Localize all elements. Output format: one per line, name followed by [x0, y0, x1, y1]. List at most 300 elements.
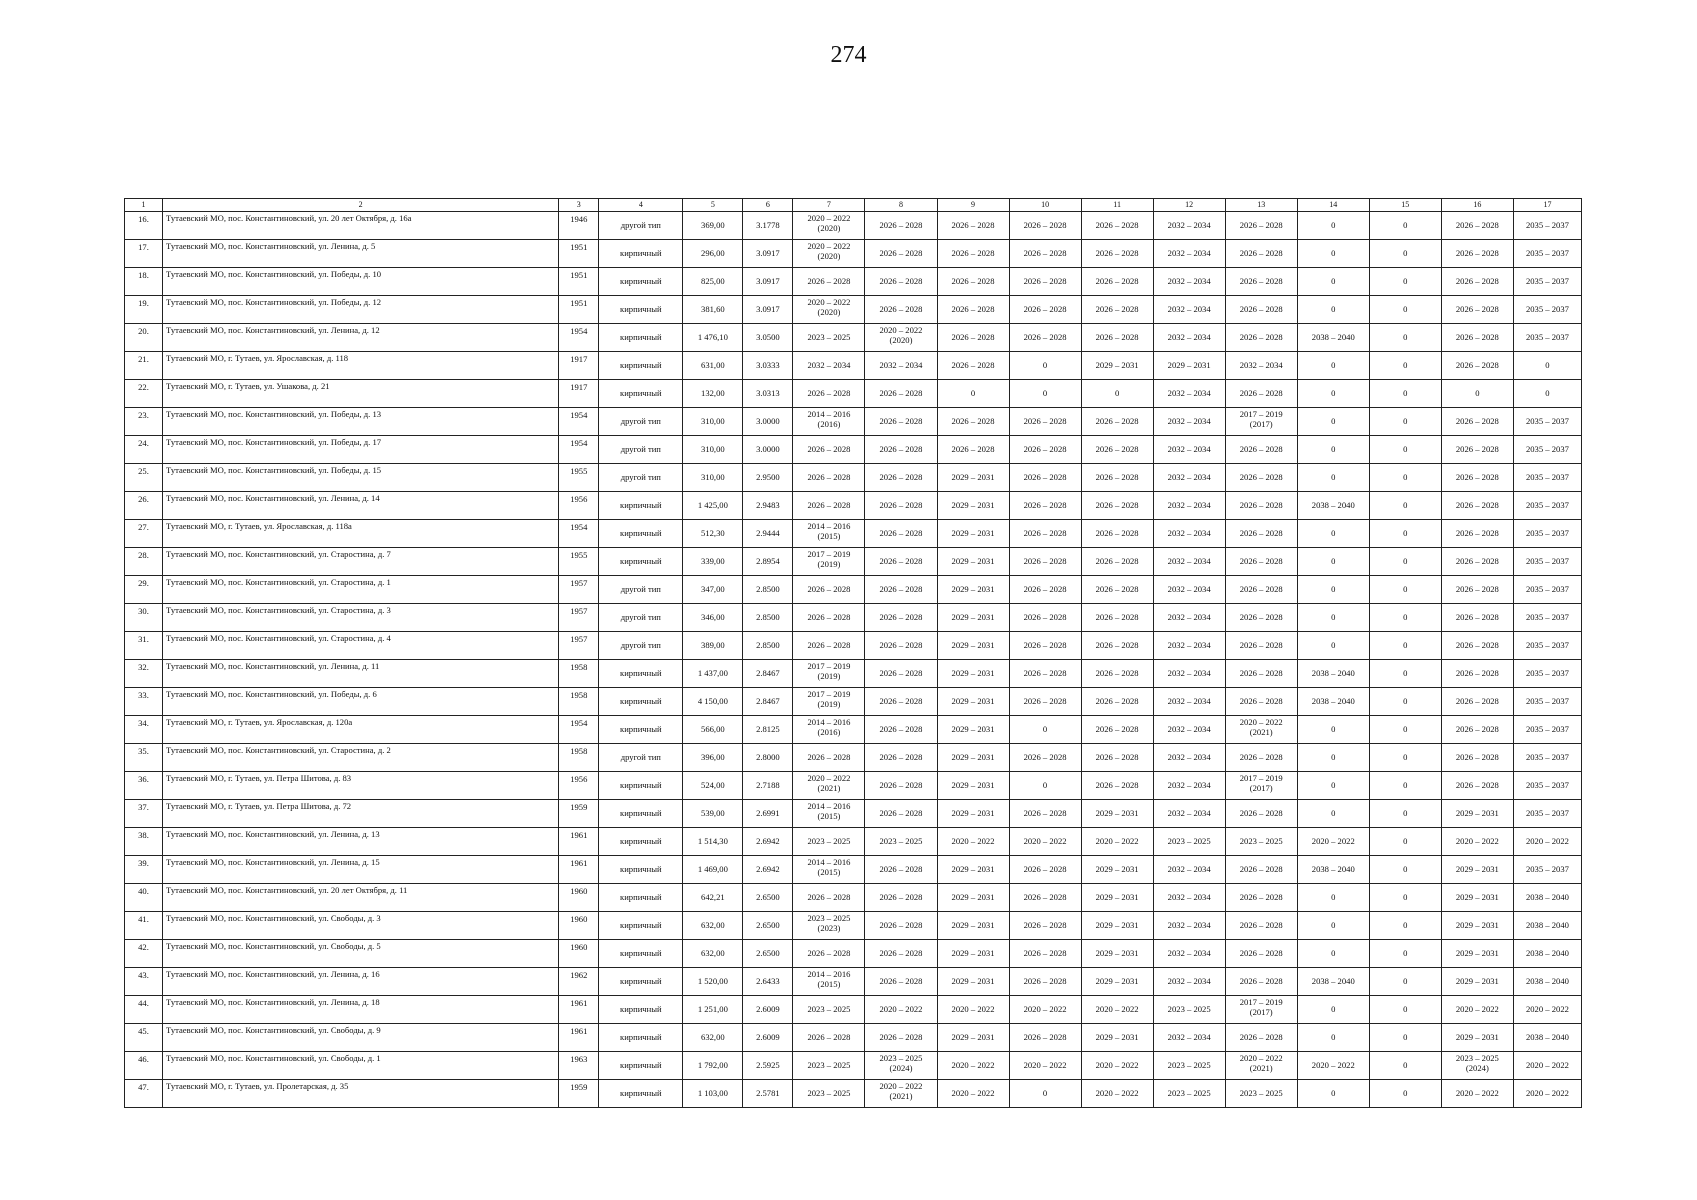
year-cell: 1961: [559, 996, 599, 1024]
value-cell: 2032 – 2034: [865, 352, 937, 380]
value-cell: 3.0000: [743, 408, 793, 436]
table-row: [125, 520, 1582, 548]
value-cell: 0: [1297, 464, 1369, 492]
value-cell: 2020 – 2022: [1513, 1080, 1581, 1108]
value-cell: 2020 – 2022: [1081, 828, 1153, 856]
value-cell: 2035 – 2037: [1513, 520, 1581, 548]
value-cell: 2026 – 2028: [1225, 660, 1297, 688]
row-number-cell: 38.: [125, 828, 163, 856]
value-cell: 132,00: [683, 380, 743, 408]
value-cell: 0: [1297, 604, 1369, 632]
value-cell: 2026 – 2028: [1225, 604, 1297, 632]
year-cell: 1954: [559, 324, 599, 352]
value-cell: 0: [1081, 380, 1153, 408]
value-cell: 2032 – 2034: [1153, 912, 1225, 940]
value-cell: 2029 – 2031: [937, 940, 1009, 968]
value-cell: 2032 – 2034: [1153, 688, 1225, 716]
value-cell: 2029 – 2031: [937, 688, 1009, 716]
value-cell: 2.8000: [743, 744, 793, 772]
column-header-9: 9: [937, 199, 1009, 212]
address-cell: Тутаевский МО, пос. Константиновский, ул. 20 лет Октября, д. 11: [163, 884, 559, 912]
value-cell: 2029 – 2031: [937, 660, 1009, 688]
value-cell: 0: [1297, 296, 1369, 324]
value-cell: 2035 – 2037: [1513, 436, 1581, 464]
value-cell: 0: [1369, 772, 1441, 800]
value-cell: кирпичный: [599, 716, 683, 744]
value-cell: 2020 – 2022: [1009, 828, 1081, 856]
value-cell: 2026 – 2028: [1441, 492, 1513, 520]
value-cell: 2.6500: [743, 884, 793, 912]
value-cell: 2026 – 2028: [1081, 688, 1153, 716]
year-cell: 1959: [559, 1080, 599, 1108]
value-cell: другой тип: [599, 744, 683, 772]
value-cell: 369,00: [683, 212, 743, 240]
value-cell: 0: [1369, 408, 1441, 436]
row-number-cell: 25.: [125, 464, 163, 492]
value-cell: 2026 – 2028: [865, 632, 937, 660]
row-number-cell: 24.: [125, 436, 163, 464]
value-cell: 2026 – 2028: [1009, 408, 1081, 436]
value-cell: 2038 – 2040: [1513, 940, 1581, 968]
value-cell: 2020 – 2022: [1297, 828, 1369, 856]
value-cell: 2017 – 2019 (2017): [1225, 408, 1297, 436]
row-number-cell: 39.: [125, 856, 163, 884]
column-header-15: 15: [1369, 199, 1441, 212]
value-cell: 0: [1297, 352, 1369, 380]
value-cell: 2038 – 2040: [1297, 492, 1369, 520]
value-cell: 2026 – 2028: [1225, 800, 1297, 828]
value-cell: кирпичный: [599, 828, 683, 856]
address-cell: Тутаевский МО, пос. Константиновский, ул. Ленина, д. 5: [163, 240, 559, 268]
value-cell: 0: [1297, 996, 1369, 1024]
value-cell: 2038 – 2040: [1513, 968, 1581, 996]
value-cell: 2035 – 2037: [1513, 716, 1581, 744]
value-cell: 1 514,30: [683, 828, 743, 856]
address-cell: Тутаевский МО, пос. Константиновский, ул. Ленина, д. 15: [163, 856, 559, 884]
value-cell: 2029 – 2031: [937, 1024, 1009, 1052]
value-cell: 2029 – 2031: [937, 520, 1009, 548]
value-cell: 2026 – 2028: [1441, 268, 1513, 296]
year-cell: 1962: [559, 968, 599, 996]
value-cell: 2026 – 2028: [1225, 744, 1297, 772]
value-cell: 2026 – 2028: [865, 688, 937, 716]
year-cell: 1961: [559, 856, 599, 884]
value-cell: 389,00: [683, 632, 743, 660]
value-cell: кирпичный: [599, 688, 683, 716]
value-cell: 2026 – 2028: [1009, 268, 1081, 296]
value-cell: 2020 – 2022 (2020): [793, 212, 865, 240]
value-cell: 2026 – 2028: [1081, 548, 1153, 576]
table-row: [125, 268, 1582, 296]
value-cell: 3.0000: [743, 436, 793, 464]
value-cell: 2023 – 2025: [793, 996, 865, 1024]
value-cell: 2026 – 2028: [1009, 632, 1081, 660]
value-cell: 2026 – 2028: [865, 604, 937, 632]
value-cell: 2035 – 2037: [1513, 772, 1581, 800]
year-cell: 1957: [559, 604, 599, 632]
repair-schedule-table: [124, 198, 1582, 1108]
value-cell: 2038 – 2040: [1297, 688, 1369, 716]
value-cell: 2026 – 2028: [1009, 436, 1081, 464]
value-cell: 2020 – 2022: [1441, 996, 1513, 1024]
address-cell: Тутаевский МО, г. Тутаев, ул. Петра Шитова, д. 72: [163, 800, 559, 828]
value-cell: кирпичный: [599, 1052, 683, 1080]
value-cell: 2.6942: [743, 828, 793, 856]
row-number-cell: 28.: [125, 548, 163, 576]
year-cell: 1959: [559, 800, 599, 828]
value-cell: 2026 – 2028: [1081, 464, 1153, 492]
value-cell: 2026 – 2028: [793, 1024, 865, 1052]
value-cell: 2038 – 2040: [1297, 324, 1369, 352]
value-cell: 2029 – 2031: [1081, 884, 1153, 912]
address-cell: Тутаевский МО, пос. Константиновский, ул. Ленина, д. 18: [163, 996, 559, 1024]
value-cell: 2032 – 2034: [1153, 240, 1225, 268]
value-cell: 1 425,00: [683, 492, 743, 520]
value-cell: 0: [1369, 1024, 1441, 1052]
value-cell: 2026 – 2028: [1225, 464, 1297, 492]
row-number-cell: 18.: [125, 268, 163, 296]
value-cell: 2029 – 2031: [937, 800, 1009, 828]
year-cell: 1955: [559, 548, 599, 576]
value-cell: 2032 – 2034: [1153, 1024, 1225, 1052]
value-cell: 2020 – 2022: [1513, 1052, 1581, 1080]
value-cell: 0: [1369, 940, 1441, 968]
column-header-6: 6: [743, 199, 793, 212]
value-cell: 0: [1369, 464, 1441, 492]
table-row: [125, 688, 1582, 716]
value-cell: 2026 – 2028: [865, 716, 937, 744]
value-cell: 2026 – 2028: [865, 380, 937, 408]
value-cell: 2032 – 2034: [1153, 716, 1225, 744]
value-cell: 2026 – 2028: [937, 324, 1009, 352]
value-cell: 2026 – 2028: [1009, 800, 1081, 828]
value-cell: 2026 – 2028: [1009, 296, 1081, 324]
value-cell: кирпичный: [599, 884, 683, 912]
value-cell: 2026 – 2028: [865, 240, 937, 268]
year-cell: 1954: [559, 520, 599, 548]
value-cell: 2.8500: [743, 576, 793, 604]
value-cell: 2029 – 2031: [1441, 940, 1513, 968]
value-cell: 2026 – 2028: [865, 408, 937, 436]
value-cell: 566,00: [683, 716, 743, 744]
value-cell: 0: [1441, 380, 1513, 408]
value-cell: 2026 – 2028: [1009, 856, 1081, 884]
value-cell: 2026 – 2028: [937, 268, 1009, 296]
value-cell: 2026 – 2028: [1081, 576, 1153, 604]
year-cell: 1951: [559, 240, 599, 268]
value-cell: 2026 – 2028: [793, 604, 865, 632]
value-cell: 2026 – 2028: [865, 968, 937, 996]
value-cell: 2026 – 2028: [1081, 240, 1153, 268]
value-cell: 346,00: [683, 604, 743, 632]
value-cell: 0: [1297, 800, 1369, 828]
table-row: [125, 912, 1582, 940]
value-cell: 2026 – 2028: [865, 912, 937, 940]
value-cell: 2014 – 2016 (2015): [793, 968, 865, 996]
value-cell: другой тип: [599, 604, 683, 632]
value-cell: 2029 – 2031: [1441, 912, 1513, 940]
value-cell: 2026 – 2028: [1441, 240, 1513, 268]
value-cell: 2032 – 2034: [1153, 380, 1225, 408]
value-cell: 2029 – 2031: [937, 772, 1009, 800]
table-row: [125, 800, 1582, 828]
value-cell: 2026 – 2028: [1225, 268, 1297, 296]
address-cell: Тутаевский МО, пос. Константиновский, ул. Старостина, д. 2: [163, 744, 559, 772]
value-cell: 632,00: [683, 912, 743, 940]
value-cell: 4 150,00: [683, 688, 743, 716]
row-number-cell: 40.: [125, 884, 163, 912]
year-cell: 1960: [559, 912, 599, 940]
value-cell: 2026 – 2028: [793, 884, 865, 912]
value-cell: 2032 – 2034: [1153, 940, 1225, 968]
value-cell: 2026 – 2028: [1009, 660, 1081, 688]
year-cell: 1951: [559, 268, 599, 296]
row-number-cell: 21.: [125, 352, 163, 380]
value-cell: 2035 – 2037: [1513, 632, 1581, 660]
value-cell: 2026 – 2028: [865, 856, 937, 884]
value-cell: 2026 – 2028: [1009, 968, 1081, 996]
value-cell: 2029 – 2031: [937, 632, 1009, 660]
column-header-5: 5: [683, 199, 743, 212]
value-cell: 0: [1369, 324, 1441, 352]
value-cell: 2035 – 2037: [1513, 492, 1581, 520]
value-cell: 2029 – 2031: [937, 604, 1009, 632]
value-cell: 2020 – 2022: [1441, 1080, 1513, 1108]
value-cell: 2029 – 2031: [937, 912, 1009, 940]
value-cell: 2026 – 2028: [1225, 240, 1297, 268]
value-cell: 2.8125: [743, 716, 793, 744]
address-cell: Тутаевский МО, пос. Константиновский, ул. Свободы, д. 5: [163, 940, 559, 968]
value-cell: 2026 – 2028: [793, 380, 865, 408]
column-header-2: 2: [163, 199, 559, 212]
table-row: [125, 324, 1582, 352]
value-cell: 2.8467: [743, 688, 793, 716]
year-cell: 1951: [559, 296, 599, 324]
value-cell: 2026 – 2028: [937, 212, 1009, 240]
value-cell: 2026 – 2028: [1009, 548, 1081, 576]
value-cell: 2032 – 2034: [1153, 604, 1225, 632]
value-cell: 2026 – 2028: [1225, 688, 1297, 716]
value-cell: 2026 – 2028: [1225, 1024, 1297, 1052]
table-row: [125, 408, 1582, 436]
address-cell: Тутаевский МО, г. Тутаев, ул. Ярославская, д. 118а: [163, 520, 559, 548]
year-cell: 1955: [559, 464, 599, 492]
value-cell: 2026 – 2028: [1081, 408, 1153, 436]
value-cell: 2029 – 2031: [937, 716, 1009, 744]
value-cell: 2026 – 2028: [1009, 1024, 1081, 1052]
value-cell: 2026 – 2028: [865, 800, 937, 828]
value-cell: кирпичный: [599, 324, 683, 352]
table-row: [125, 604, 1582, 632]
value-cell: 632,00: [683, 940, 743, 968]
value-cell: 2020 – 2022: [937, 828, 1009, 856]
value-cell: 0: [1009, 716, 1081, 744]
row-number-cell: 20.: [125, 324, 163, 352]
value-cell: кирпичный: [599, 772, 683, 800]
value-cell: 2026 – 2028: [1441, 716, 1513, 744]
value-cell: 2023 – 2025: [1225, 828, 1297, 856]
value-cell: 2020 – 2022 (2020): [793, 296, 865, 324]
value-cell: кирпичный: [599, 660, 683, 688]
year-cell: 1960: [559, 884, 599, 912]
value-cell: 825,00: [683, 268, 743, 296]
value-cell: 2026 – 2028: [793, 744, 865, 772]
row-number-cell: 31.: [125, 632, 163, 660]
address-cell: Тутаевский МО, пос. Константиновский, ул. Победы, д. 12: [163, 296, 559, 324]
value-cell: 2032 – 2034: [1153, 268, 1225, 296]
value-cell: 2020 – 2022 (2021): [1225, 1052, 1297, 1080]
value-cell: 2026 – 2028: [1081, 716, 1153, 744]
value-cell: 0: [1369, 688, 1441, 716]
value-cell: 2026 – 2028: [1225, 324, 1297, 352]
address-cell: Тутаевский МО, пос. Константиновский, ул. Победы, д. 13: [163, 408, 559, 436]
value-cell: 396,00: [683, 744, 743, 772]
value-cell: 2026 – 2028: [1225, 520, 1297, 548]
year-cell: 1954: [559, 436, 599, 464]
table-row: [125, 660, 1582, 688]
column-header-4: 4: [599, 199, 683, 212]
address-cell: Тутаевский МО, г. Тутаев, ул. Петра Шитова, д. 83: [163, 772, 559, 800]
value-cell: 2017 – 2019 (2019): [793, 548, 865, 576]
value-cell: 2026 – 2028: [1009, 324, 1081, 352]
value-cell: 2035 – 2037: [1513, 408, 1581, 436]
value-cell: 2032 – 2034: [1153, 884, 1225, 912]
row-number-cell: 35.: [125, 744, 163, 772]
value-cell: 0: [1369, 240, 1441, 268]
column-header-7: 7: [793, 199, 865, 212]
value-cell: 2029 – 2031: [1441, 968, 1513, 996]
value-cell: 2026 – 2028: [1009, 464, 1081, 492]
value-cell: 2020 – 2022 (2020): [865, 324, 937, 352]
value-cell: 2020 – 2022: [1009, 1052, 1081, 1080]
value-cell: кирпичный: [599, 856, 683, 884]
value-cell: 2032 – 2034: [1153, 744, 1225, 772]
value-cell: 296,00: [683, 240, 743, 268]
value-cell: 2035 – 2037: [1513, 240, 1581, 268]
year-cell: 1958: [559, 744, 599, 772]
value-cell: 2026 – 2028: [1225, 436, 1297, 464]
address-cell: Тутаевский МО, пос. Константиновский, ул. Победы, д. 15: [163, 464, 559, 492]
value-cell: 2026 – 2028: [793, 576, 865, 604]
value-cell: кирпичный: [599, 968, 683, 996]
value-cell: 2026 – 2028: [1009, 212, 1081, 240]
value-cell: 0: [1297, 1080, 1369, 1108]
value-cell: 2026 – 2028: [1441, 464, 1513, 492]
value-cell: 2035 – 2037: [1513, 800, 1581, 828]
value-cell: 2029 – 2031: [937, 884, 1009, 912]
value-cell: 0: [1297, 548, 1369, 576]
value-cell: 2026 – 2028: [1441, 436, 1513, 464]
value-cell: 2029 – 2031: [1081, 912, 1153, 940]
value-cell: 2.9444: [743, 520, 793, 548]
year-cell: 1961: [559, 828, 599, 856]
value-cell: 0: [1009, 352, 1081, 380]
row-number-cell: 47.: [125, 1080, 163, 1108]
table-row: [125, 632, 1582, 660]
value-cell: 2026 – 2028: [865, 772, 937, 800]
value-cell: 2023 – 2025: [793, 324, 865, 352]
value-cell: 2026 – 2028: [793, 436, 865, 464]
value-cell: 2032 – 2034: [1153, 576, 1225, 604]
value-cell: 2032 – 2034: [1225, 352, 1297, 380]
value-cell: 2026 – 2028: [1225, 856, 1297, 884]
value-cell: 0: [1369, 492, 1441, 520]
value-cell: 0: [1297, 576, 1369, 604]
value-cell: 2029 – 2031: [1441, 884, 1513, 912]
column-header-11: 11: [1081, 199, 1153, 212]
value-cell: 2.6009: [743, 996, 793, 1024]
table-row: [125, 212, 1582, 240]
value-cell: 2026 – 2028: [1081, 632, 1153, 660]
value-cell: 1 792,00: [683, 1052, 743, 1080]
value-cell: 2029 – 2031: [937, 492, 1009, 520]
row-number-cell: 46.: [125, 1052, 163, 1080]
table-row: [125, 828, 1582, 856]
table-row: [125, 352, 1582, 380]
value-cell: 3.0917: [743, 240, 793, 268]
value-cell: 2026 – 2028: [1009, 940, 1081, 968]
value-cell: 2032 – 2034: [1153, 548, 1225, 576]
value-cell: 0: [937, 380, 1009, 408]
value-cell: 2026 – 2028: [1441, 352, 1513, 380]
value-cell: кирпичный: [599, 296, 683, 324]
value-cell: 3.1778: [743, 212, 793, 240]
value-cell: 2029 – 2031: [937, 576, 1009, 604]
value-cell: 2026 – 2028: [865, 268, 937, 296]
value-cell: 539,00: [683, 800, 743, 828]
value-cell: 2026 – 2028: [793, 492, 865, 520]
value-cell: 0: [1369, 212, 1441, 240]
row-number-cell: 16.: [125, 212, 163, 240]
value-cell: 2026 – 2028: [937, 296, 1009, 324]
value-cell: 1 476,10: [683, 324, 743, 352]
address-cell: Тутаевский МО, г. Тутаев, ул. Ярославская, д. 118: [163, 352, 559, 380]
value-cell: кирпичный: [599, 520, 683, 548]
table-row: [125, 884, 1582, 912]
value-cell: 2035 – 2037: [1513, 268, 1581, 296]
value-cell: 2026 – 2028: [1225, 380, 1297, 408]
value-cell: 2032 – 2034: [1153, 436, 1225, 464]
value-cell: 2038 – 2040: [1297, 968, 1369, 996]
value-cell: кирпичный: [599, 1024, 683, 1052]
value-cell: 2026 – 2028: [1441, 772, 1513, 800]
row-number-cell: 22.: [125, 380, 163, 408]
table-row: [125, 856, 1582, 884]
value-cell: 2026 – 2028: [865, 436, 937, 464]
value-cell: 0: [1009, 1080, 1081, 1108]
value-cell: 2035 – 2037: [1513, 296, 1581, 324]
year-cell: 1956: [559, 492, 599, 520]
value-cell: 2026 – 2028: [1009, 492, 1081, 520]
value-cell: 2026 – 2028: [1441, 324, 1513, 352]
address-cell: Тутаевский МО, пос. Константиновский, ул. Ленина, д. 13: [163, 828, 559, 856]
value-cell: 2026 – 2028: [1225, 212, 1297, 240]
value-cell: 2035 – 2037: [1513, 856, 1581, 884]
value-cell: 2029 – 2031: [937, 464, 1009, 492]
year-cell: 1917: [559, 352, 599, 380]
value-cell: 524,00: [683, 772, 743, 800]
value-cell: другой тип: [599, 408, 683, 436]
address-cell: Тутаевский МО, г. Тутаев, ул. Пролетарская, д. 35: [163, 1080, 559, 1108]
table-row: [125, 940, 1582, 968]
value-cell: 2026 – 2028: [865, 576, 937, 604]
value-cell: 1 103,00: [683, 1080, 743, 1108]
value-cell: 2035 – 2037: [1513, 688, 1581, 716]
row-number-cell: 27.: [125, 520, 163, 548]
value-cell: кирпичный: [599, 940, 683, 968]
value-cell: 642,21: [683, 884, 743, 912]
address-cell: Тутаевский МО, пос. Константиновский, ул. Свободы, д. 9: [163, 1024, 559, 1052]
